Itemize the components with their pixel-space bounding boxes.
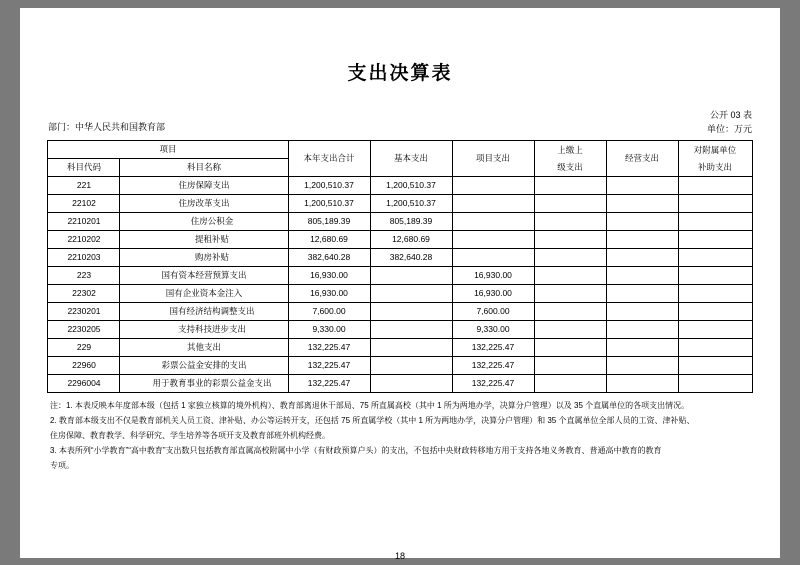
header-col-code: 科目代码 xyxy=(48,159,120,177)
document-page xyxy=(20,8,780,561)
cell-basic xyxy=(370,357,452,375)
cell-basic xyxy=(370,285,452,303)
table-row xyxy=(48,357,752,375)
header-col-subsidy xyxy=(678,141,752,177)
table-notes xyxy=(20,393,780,473)
cell-code: 2230205 xyxy=(48,321,120,339)
cell-upper xyxy=(534,285,606,303)
cell-total: 7,600.00 xyxy=(288,303,370,321)
header-col-upper xyxy=(534,141,606,177)
cell-code: 223 xyxy=(48,267,120,285)
cell-upper xyxy=(534,357,606,375)
table-row xyxy=(48,285,752,303)
cell-operating xyxy=(606,303,678,321)
cell-total: 16,930.00 xyxy=(288,267,370,285)
cell-code: 221 xyxy=(48,177,120,195)
public-form-label: 公开 03 表 xyxy=(709,110,752,120)
page-number: 18 xyxy=(394,551,405,561)
cell-upper xyxy=(534,213,606,231)
cell-operating xyxy=(606,321,678,339)
cell-code: 229 xyxy=(48,339,120,357)
cell-total: 1,200,510.37 xyxy=(288,177,370,195)
header-col-subsidy-line1: 对附属单位 xyxy=(693,144,737,155)
cell-subsidy xyxy=(678,249,752,267)
cell-name: 国有经济结构调整支出 xyxy=(120,303,288,321)
department-label: 部门：中华人民共和国教育部 xyxy=(48,122,166,132)
cell-total: 132,225.47 xyxy=(288,339,370,357)
cell-name: 住房改革支出 xyxy=(120,195,288,213)
cell-upper xyxy=(534,375,606,393)
table-row xyxy=(48,231,752,249)
cell-subsidy xyxy=(678,375,752,393)
table-row xyxy=(48,339,752,357)
cell-project xyxy=(452,249,534,267)
table-row xyxy=(48,321,752,339)
cell-project xyxy=(452,177,534,195)
table-row xyxy=(48,375,752,393)
cell-total: 132,225.47 xyxy=(288,375,370,393)
cell-project: 16,930.00 xyxy=(452,267,534,285)
cell-project: 9,330.00 xyxy=(452,321,534,339)
cell-code: 22302 xyxy=(48,285,120,303)
cell-basic: 12,680.69 xyxy=(370,231,452,249)
cell-total: 9,330.00 xyxy=(288,321,370,339)
note-1: 注：1. 本表反映本年度部本级（包括 1 家独立核算的境外机构）、教育部离退休干部局、75 所直属高校（其中 1 所为两地办学，决算分户管理）以及 35 个直属单位的各项支出情况。 xyxy=(50,401,690,410)
cell-project: 132,225.47 xyxy=(452,339,534,357)
cell-code: 22102 xyxy=(48,195,120,213)
cell-subsidy xyxy=(678,231,752,249)
cell-operating xyxy=(606,357,678,375)
note-3: 3. 本表所列“小学教育”“高中教育”支出数只包括教育部直属高校附属中小学（有财政预算户头）的支出，不包括中央财政转移地方用于支持各地义务教育、普通高中教育的教育 xyxy=(50,446,662,455)
header-col-upper-line1: 上缴上 xyxy=(557,144,583,155)
cell-upper xyxy=(534,249,606,267)
cell-name: 国有企业资本金注入 xyxy=(120,285,288,303)
cell-subsidy xyxy=(678,213,752,231)
cell-subsidy xyxy=(678,195,752,213)
document-meta xyxy=(20,109,780,136)
cell-upper xyxy=(534,303,606,321)
header-col-upper-line2: 级支出 xyxy=(557,161,583,172)
cell-subsidy xyxy=(678,357,752,375)
cell-operating xyxy=(606,267,678,285)
table-row xyxy=(48,249,752,267)
meta-right-block xyxy=(707,109,752,136)
table-body xyxy=(48,177,752,393)
cell-basic xyxy=(370,339,452,357)
table-row xyxy=(48,195,752,213)
cell-operating xyxy=(606,285,678,303)
cell-operating xyxy=(606,195,678,213)
cell-upper xyxy=(534,267,606,285)
cell-basic xyxy=(370,321,452,339)
cell-subsidy xyxy=(678,321,752,339)
note-2-cont: 住房保障、教育教学、科学研究、学生培养等各项开支及教育部班外机构经费。 xyxy=(50,431,330,440)
cell-upper xyxy=(534,177,606,195)
cell-basic: 1,200,510.37 xyxy=(370,195,452,213)
cell-project xyxy=(452,195,534,213)
cell-operating xyxy=(606,375,678,393)
cell-basic xyxy=(370,303,452,321)
cell-total: 12,680.69 xyxy=(288,231,370,249)
cell-upper xyxy=(534,321,606,339)
cell-operating xyxy=(606,339,678,357)
cell-code: 2230201 xyxy=(48,303,120,321)
cell-project xyxy=(452,231,534,249)
table-row xyxy=(48,303,752,321)
cell-upper xyxy=(534,195,606,213)
cell-basic: 1,200,510.37 xyxy=(370,177,452,195)
note-3-cont: 专项。 xyxy=(50,461,74,470)
cell-name: 购房补贴 xyxy=(120,249,288,267)
cell-project: 132,225.47 xyxy=(452,357,534,375)
cell-project: 16,930.00 xyxy=(452,285,534,303)
cell-code: 2210202 xyxy=(48,231,120,249)
cell-name: 住房保障支出 xyxy=(120,177,288,195)
expenditure-table xyxy=(47,140,752,393)
cell-basic xyxy=(370,267,452,285)
cell-subsidy xyxy=(678,267,752,285)
cell-total: 16,930.00 xyxy=(288,285,370,303)
cell-basic: 805,189.39 xyxy=(370,213,452,231)
header-col-project: 项目支出 xyxy=(452,141,534,177)
table-row xyxy=(48,177,752,195)
header-col-name: 科目名称 xyxy=(120,159,288,177)
cell-name: 提租补贴 xyxy=(120,231,288,249)
header-group-item: 项目 xyxy=(48,141,288,159)
cell-name: 用于教育事业的彩票公益金支出 xyxy=(120,375,288,393)
header-col-subsidy-line2: 补助支出 xyxy=(697,161,732,172)
cell-subsidy xyxy=(678,339,752,357)
cell-code: 2210201 xyxy=(48,213,120,231)
table-row xyxy=(48,267,752,285)
cell-basic xyxy=(370,375,452,393)
cell-project: 7,600.00 xyxy=(452,303,534,321)
cell-subsidy xyxy=(678,285,752,303)
cell-total: 805,189.39 xyxy=(288,213,370,231)
cell-total: 382,640.28 xyxy=(288,249,370,267)
header-col-operating: 经营支出 xyxy=(606,141,678,177)
table-header-row-1 xyxy=(48,141,752,159)
header-col-total: 本年支出合计 xyxy=(288,141,370,177)
cell-upper xyxy=(534,339,606,357)
cell-name: 支持科技进步支出 xyxy=(120,321,288,339)
cell-total: 132,225.47 xyxy=(288,357,370,375)
cell-code: 22960 xyxy=(48,357,120,375)
cell-name: 彩票公益金安排的支出 xyxy=(120,357,288,375)
cell-upper xyxy=(534,231,606,249)
unit-label: 单位：万元 xyxy=(706,123,752,134)
cell-operating xyxy=(606,213,678,231)
cell-project xyxy=(452,213,534,231)
cell-operating xyxy=(606,249,678,267)
cell-operating xyxy=(606,177,678,195)
note-2: 2. 教育部本级支出不仅是教育部机关人员工资、津补贴、办公等运转开支，还包括 75 所直属学校（其中 1 所为两地办学，决算分户管理）和 35 个直属单位全部人员的工资、津补贴、 xyxy=(50,416,695,425)
cell-project: 132,225.47 xyxy=(452,375,534,393)
header-col-basic: 基本支出 xyxy=(370,141,452,177)
cell-subsidy xyxy=(678,303,752,321)
cell-basic: 382,640.28 xyxy=(370,249,452,267)
page-title: 支出决算表 xyxy=(347,62,453,84)
cell-total: 1,200,510.37 xyxy=(288,195,370,213)
cell-name: 国有资本经营预算支出 xyxy=(120,267,288,285)
cell-code: 2296004 xyxy=(48,375,120,393)
table-row xyxy=(48,213,752,231)
cell-name: 其他支出 xyxy=(120,339,288,357)
cell-code: 2210203 xyxy=(48,249,120,267)
cell-subsidy xyxy=(678,177,752,195)
cell-operating xyxy=(606,231,678,249)
cell-name: 住房公积金 xyxy=(120,213,288,231)
